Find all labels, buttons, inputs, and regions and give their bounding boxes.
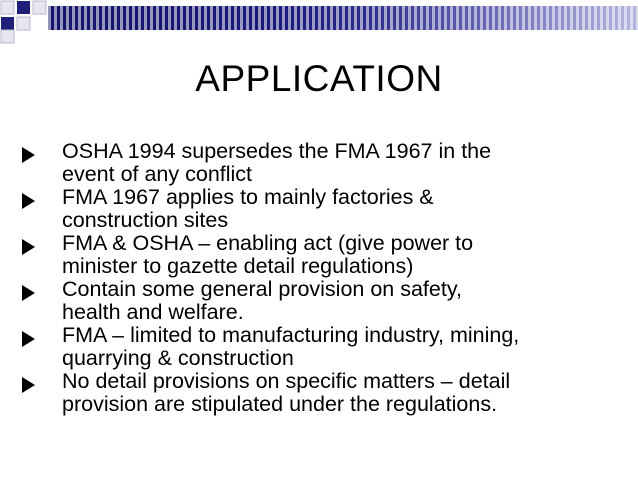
bullet-line: event of any conflict: [62, 161, 253, 186]
corner-squares-decoration: [0, 0, 48, 44]
triangle-right-bullet-icon: [22, 331, 35, 347]
bullet-line: No detail provisions on specific matters – detail: [62, 369, 511, 393]
triangle-right-bullet-icon: [22, 147, 35, 163]
bullet-line: construction sites: [62, 207, 229, 232]
triangle-right-bullet-icon: [22, 285, 35, 301]
bullet-item: [0, 370, 622, 415]
bullet-line: OSHA 1994 supersedes the FMA 1967 in the: [62, 139, 492, 163]
header-stripe-fade: [48, 6, 638, 30]
bullet-line: FMA – limited to manufacturing industry, mining,: [62, 323, 520, 347]
bullet-line: health and welfare.: [62, 299, 244, 324]
triangle-right-bullet-icon: [22, 377, 35, 393]
triangle-right-bullet-icon: [22, 239, 35, 255]
bullet-line: minister to gazette detail regulations): [62, 253, 414, 278]
bullet-item: [0, 140, 622, 185]
bullet-line: FMA 1967 applies to mainly factories &: [62, 185, 434, 209]
bullet-item: [0, 324, 622, 369]
bullet-item: [0, 186, 622, 231]
bullet-line: Contain some general provision on safety,: [62, 277, 462, 301]
bullet-item: [0, 232, 622, 277]
slide-title: APPLICATION: [195, 58, 443, 99]
bullet-line: provision are stipulated under the regulations.: [62, 391, 498, 416]
triangle-right-bullet-icon: [22, 193, 35, 209]
bullet-item: [0, 278, 622, 323]
bullet-list: [0, 140, 638, 416]
bullet-line: quarrying & construction: [62, 345, 294, 370]
bullet-line: FMA & OSHA – enabling act (give power to: [62, 231, 474, 255]
